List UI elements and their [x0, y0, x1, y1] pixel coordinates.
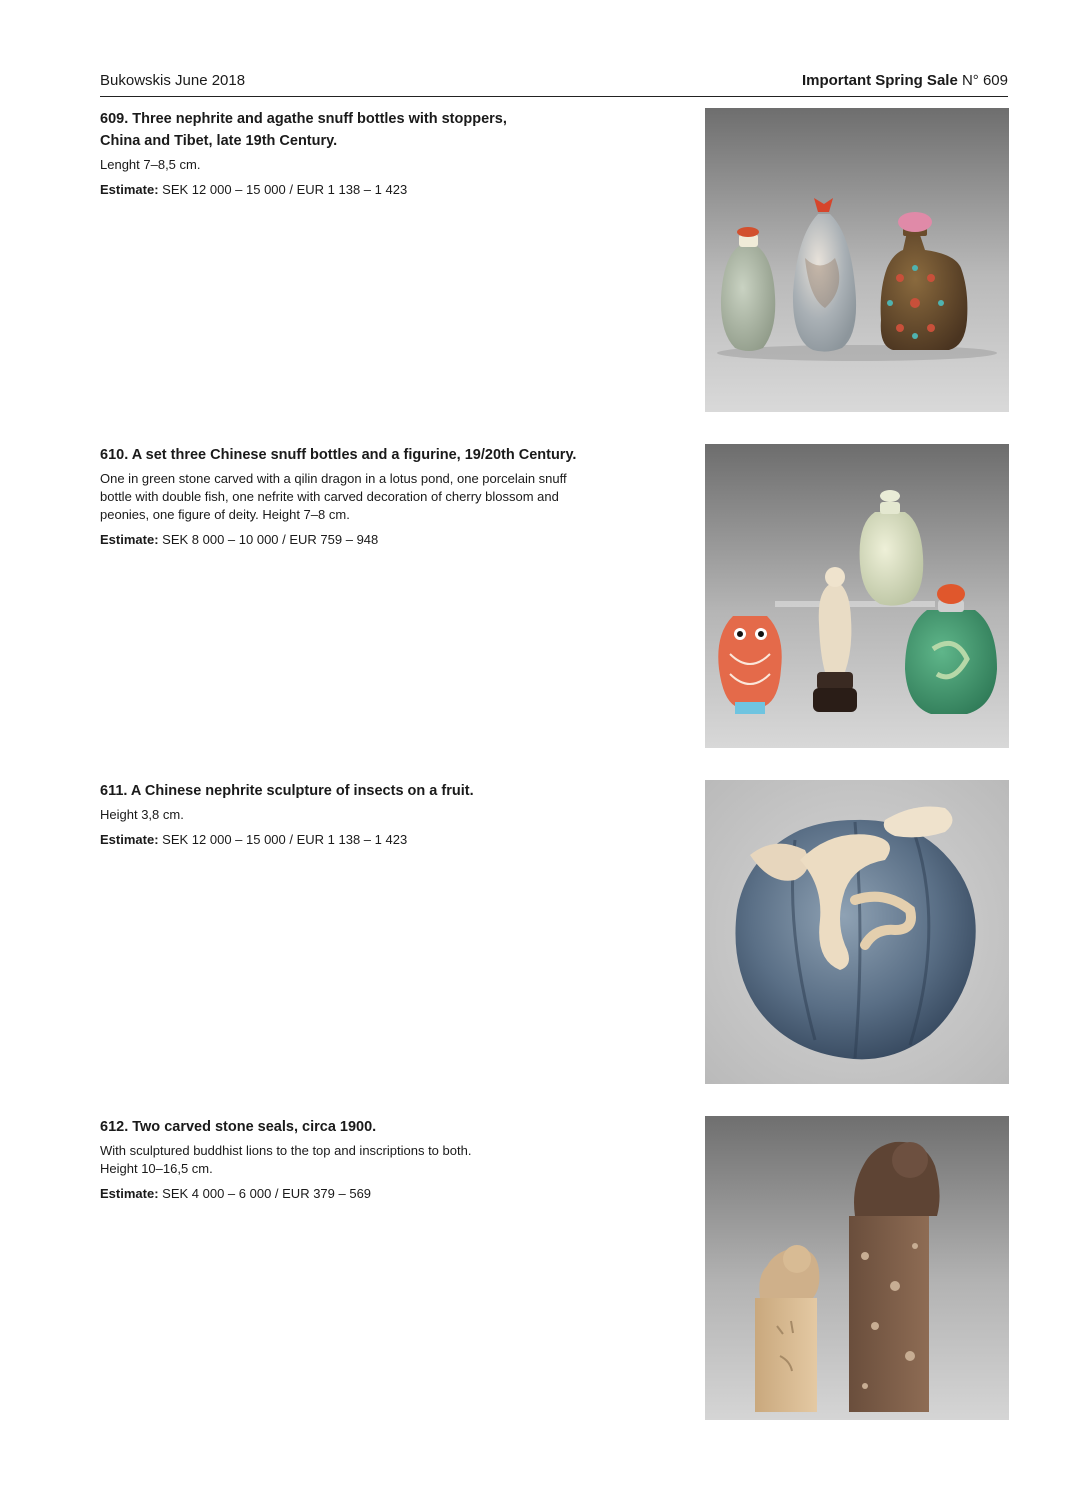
lot-title: 610. A set three Chinese snuff bottles and a figurine, 19/20th Century. — [100, 447, 577, 463]
lot-description — [100, 156, 640, 174]
lot-estimate — [100, 831, 640, 849]
lot-609 — [100, 108, 1008, 412]
lot-description-line: Lenght 7–8,5 cm. — [100, 157, 201, 172]
lot-photo-snuff-bottles — [705, 108, 1009, 412]
sale-title — [802, 72, 1008, 89]
lot-description — [100, 806, 640, 824]
estimate-value: SEK 4 000 – 6 000 / EUR 379 – 569 — [162, 1186, 372, 1201]
lot-description-line: bottle with double fish, one nefrite with carved decoration of cherry blossom and — [100, 489, 559, 504]
lot-title — [100, 108, 640, 152]
sale-name: Important Spring Sale — [801, 72, 958, 89]
lot-612 — [100, 1116, 1008, 1420]
estimate-value: SEK 8 000 – 10 000 / EUR 759 – 948 — [162, 532, 379, 547]
lot-title: 611. A Chinese nephrite sculpture of insects on a fruit. — [100, 783, 474, 799]
page-header — [100, 72, 1008, 97]
lot-description-line: With sculptured buddhist lions to the top and inscriptions to both. — [100, 1143, 472, 1158]
lot-estimate — [100, 181, 640, 199]
lot-description — [100, 470, 605, 524]
lot-photo-nephrite-fruit — [705, 780, 1009, 1084]
lot-description-line: One in green stone carved with a qilin dragon in a lotus pond, one porcelain snuff — [100, 471, 567, 486]
estimate-value: SEK 12 000 – 15 000 / EUR 1 138 – 1 423 — [162, 182, 408, 197]
estimate-value: SEK 12 000 – 15 000 / EUR 1 138 – 1 423 — [162, 832, 408, 847]
estimate-label: Estimate: — [100, 832, 159, 847]
lot-photo-snuff-bottles-figurine — [705, 444, 1009, 748]
lot-description-line: Height 3,8 cm. — [100, 807, 184, 822]
lot-611 — [100, 780, 1008, 1084]
lot-text — [100, 444, 605, 549]
lot-description-line: peonies, one figure of deity. Height 7–8 cm. — [100, 507, 350, 522]
lot-description-line: Height 10–16,5 cm. — [100, 1161, 213, 1176]
lot-title-line: 609. Three nephrite and agathe snuff bottles with stoppers, — [100, 111, 507, 127]
lot-text — [100, 1116, 640, 1203]
lot-description — [100, 1142, 640, 1178]
lot-text — [100, 780, 640, 849]
estimate-label: Estimate: — [100, 532, 159, 547]
lot-photo-stone-seals — [705, 1116, 1009, 1420]
lot-estimate — [100, 1185, 640, 1203]
catalogue-date: Bukowskis June 2018 — [100, 72, 246, 89]
lot-title: 612. Two carved stone seals, circa 1900. — [100, 1119, 377, 1135]
estimate-label: Estimate: — [100, 1186, 159, 1201]
sale-number: N° 609 — [961, 72, 1008, 89]
lot-estimate — [100, 531, 605, 549]
lot-title-line: China and Tibet, late 19th Century. — [100, 133, 338, 149]
estimate-label: Estimate: — [100, 182, 159, 197]
lot-text — [100, 108, 640, 199]
lot-610 — [100, 444, 1008, 748]
